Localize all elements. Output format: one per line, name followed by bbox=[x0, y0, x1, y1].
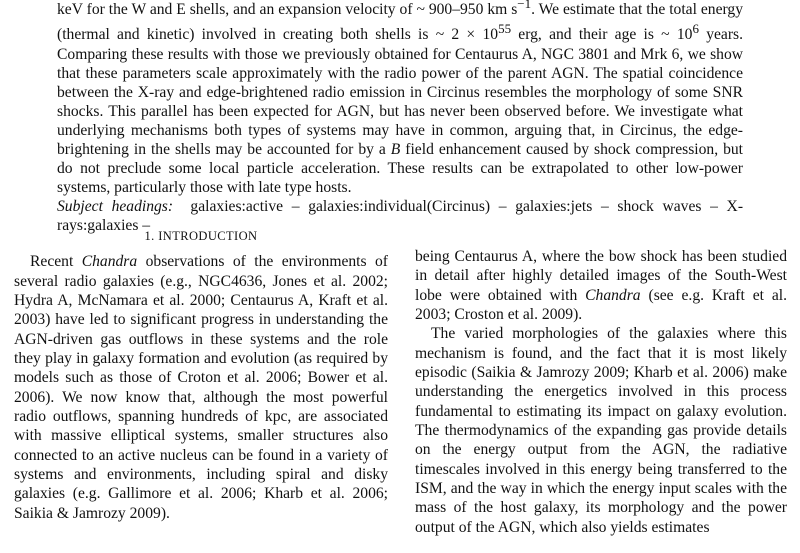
abstract-fragment: . We estimate that the total energy (thermal and kinetic) involved in creating both shells is ~ 2 × 10 bbox=[57, 1, 743, 44]
abstract bbox=[57, 0, 743, 236]
abstract-superscript: 55 bbox=[498, 21, 512, 37]
intro-fragment: observations of the environments of several radio galaxies (e.g., NGC4636, Jones et al. 2002; Hydra A, McNamara et al. 2000; Centaurus A, Kraft et al. 2003) have led to significant progress in understanding the AGN-driven gas outflows in these systems and the role they play in galaxy formation and evolution (as required by models such as those of Croton et al. 2006; Bower et al. 2006). We now know that, although the most powerful radio outflows, spanning hundreds of kpc, are associated with massive elliptical systems, smaller structures also connected to an active nucleus can be found in a variety of systems and environments, including spiral and disky galaxies (e.g. Gallimore et al. 2006; bbox=[14, 253, 388, 503]
right-paragraph-2: The varied morphologies of the galaxies where this mechanism is found, and the fact that it is most likely episodic (Saikia & Jamrozy 2009; Kharb et al. 2006) make understanding the energetics involved in this process fundamental to estimating its impact on galaxy evolution. The thermodynamics of the expanding gas provide details on the energy output from the AGN, the radiative timescales involved in this energy being transferred to the ISM, and the way in which the energy input scales with the mass of the host galaxy, its morphology and the power output of the AGN, which also yields estimates bbox=[415, 325, 787, 536]
right-paragraph-1 bbox=[415, 247, 787, 324]
subject-headings-label: Subject headings: bbox=[57, 198, 174, 216]
chandra-italic: Chandra bbox=[585, 286, 641, 304]
right-fragment: being Centaurus A, where the bow shock has been studied in detail after highly detailed images of the South-West lobe were obtained with bbox=[415, 248, 787, 304]
abstract-superscript: −1 bbox=[517, 0, 532, 11]
abstract-fragment: years. Comparing these results with those we previously obtained for Centaurus A, NGC 3801 and Mrk 6, we show that these parameters scale approximately with the radio power of the parent AGN. The spatial coincidence between the X-ray and edge-brightened radio emission in Circinus resembles the morphology of some SNR shocks. This parallel has been expected for AGN, but has never been observed before. We investigate what underlying mechanisms both types of systems may have in common, arguing that, in Circinus, the edge-brightening in the shells may be accounted for by a bbox=[57, 26, 743, 159]
right-fragment: (see e.g. Kraft et al. 2003; Croston et al. 2009). bbox=[415, 286, 788, 324]
chandra-italic: Chandra bbox=[81, 253, 138, 271]
section-heading: 1. INTRODUCTION bbox=[144, 229, 258, 243]
abstract-fragment: erg, and their age is ~ 10 bbox=[511, 26, 693, 44]
intro-paragraph bbox=[14, 252, 388, 523]
abstract-fragment: field enhancement caused by shock compression, but do not preclude some local particle acceleration. These results can be extrapolated to other low-power systems, particularly those with late type hosts. bbox=[57, 141, 743, 197]
abstract-fragment: keV for the W and E shells, and an expansion velocity of ~ 900–950 km s bbox=[57, 1, 518, 19]
left-column bbox=[14, 227, 388, 523]
abstract-text bbox=[57, 0, 743, 197]
intro-fragment: Kharb et al. 2006; Saikia & Jamrozy 2009). bbox=[14, 485, 389, 522]
right-column bbox=[415, 247, 787, 553]
abstract-superscript: 6 bbox=[692, 21, 699, 37]
subject-headings-text: galaxies:active – galaxies:individual(Circinus) – galaxies:jets – shock waves – X-rays:galaxies – bbox=[57, 198, 744, 235]
abstract-italic-b: B bbox=[390, 141, 401, 159]
intro-fragment: Recent bbox=[30, 253, 82, 271]
